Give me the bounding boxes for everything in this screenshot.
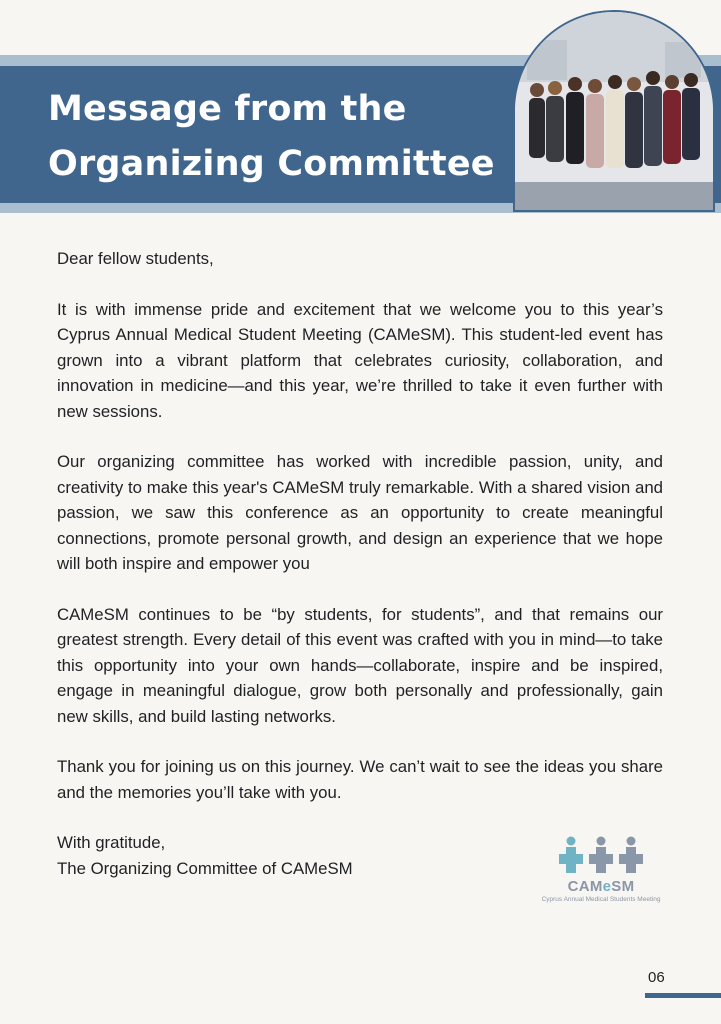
letter-paragraph-2: Our organizing committee has worked with incredible passion, unity, and creativity to make this year's CAMeSM truly remarkable. With a shared vision and passion, we saw this conference as an opportunity to create meaningful connections, promote personal growth, and design an experience that we hope will both inspire and empower you — [57, 452, 663, 573]
page-title-line-1: Message from the — [48, 89, 407, 129]
logo-wordmark-part-2: e — [602, 878, 612, 895]
page-title — [48, 82, 495, 192]
page-number-bar — [645, 993, 721, 998]
page-number: 06 — [648, 969, 665, 986]
logo-subtitle: Cyprus Annual Medical Students Meeting — [541, 896, 661, 903]
logo-wordmark — [536, 878, 666, 895]
letter-paragraph-3: CAMeSM continues to be “by students, for students”, and that remains our greatest strength. Every detail of this event was crafted with you in mind—to take this opportunity into your own hands—collaborate, inspire and be inspired, engage in meaningful dialogue, grow both personally and professionally, gain new skills, and build lasting networks. — [57, 604, 663, 726]
committee-group-photo — [513, 10, 715, 212]
letter-greeting: Dear fellow students, — [57, 249, 214, 268]
letter-paragraph-4: Thank you for joining us on this journey. We can’t wait to see the ideas you share and the memories you’ll take with you. — [57, 757, 663, 802]
letter-paragraph-1: It is with immense pride and excitement that we welcome you to this year’s Cyprus Annual Medical Student Meeting (CAMeSM). This student-led event has grown into a vibrant platform that celebrates curiosity, collaboration, and innovation in medicine—and this year, we’re thrilled to take it even further with new sessions. — [57, 299, 663, 421]
group-photo-illustration — [515, 12, 713, 210]
logo-wordmark-part-1: CAM — [567, 878, 603, 895]
letter-signature: The Organizing Committee of CAMeSM — [57, 858, 353, 878]
page-title-line-2: Organizing Committee — [48, 144, 495, 184]
logo-wordmark-part-3: SM — [611, 878, 635, 895]
medical-cross-icon — [557, 836, 645, 874]
camesm-logo — [536, 836, 666, 916]
letter-body — [57, 246, 663, 881]
letter-closing: With gratitude, — [57, 833, 166, 852]
